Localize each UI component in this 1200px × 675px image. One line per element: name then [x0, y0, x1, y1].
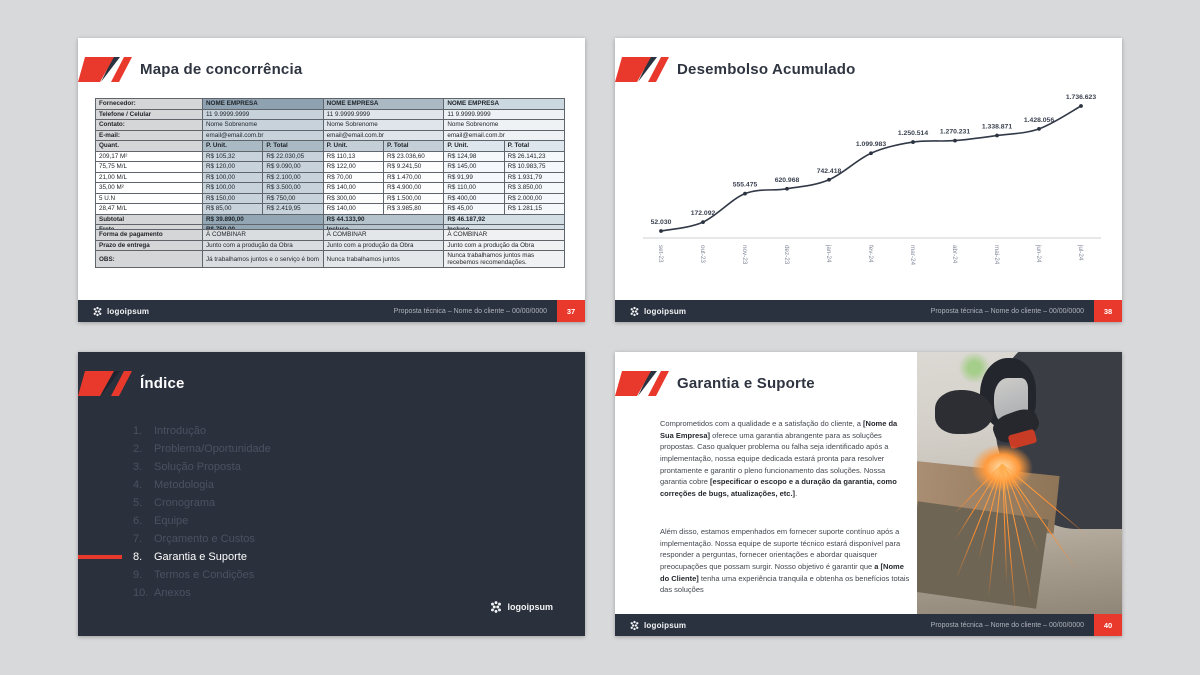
table-cell: R$ 9.090,00: [263, 162, 323, 173]
table-cell: À COMBINAR: [444, 230, 565, 241]
slide-header: [78, 370, 185, 396]
table-cell: R$ 145,00: [444, 162, 504, 173]
table-row: [96, 141, 565, 152]
table-cell: R$ 1.470,00: [383, 172, 443, 183]
table-row: [96, 99, 565, 110]
toc-item-2: [133, 440, 271, 458]
table-cell: NOME EMPRESA: [203, 99, 324, 110]
toc-item-5: [133, 494, 271, 512]
toc-item-number: 2.: [133, 443, 143, 455]
table-cell: 11 9.9999.9999: [323, 109, 444, 120]
toc-item-label: Orçamento e Custos: [154, 533, 255, 545]
toc-item-number: 9.: [133, 569, 143, 581]
svg-text:mar-24: mar-24: [909, 245, 916, 265]
table-cell: R$ 4.900,00: [383, 183, 443, 194]
table-cell: 11 9.9999.9999: [444, 109, 565, 120]
table-cell: R$ 23.036,60: [383, 151, 443, 162]
page-title: Índice: [140, 374, 185, 392]
text-segment: a [Nome do Cliente]: [660, 561, 904, 583]
svg-text:jul-24: jul-24: [1077, 245, 1084, 261]
table-cell: R$ 70,00: [323, 172, 383, 183]
toc-item-number: 6.: [133, 515, 143, 527]
table-cell: R$ 2.000,00: [504, 193, 564, 204]
logo: [92, 306, 149, 317]
toc-item-4: [133, 476, 271, 494]
table-cell: R$ 85,00: [203, 204, 263, 215]
table-cell: R$ 3.850,00: [504, 183, 564, 194]
page-title: Garantia e Suporte: [677, 374, 815, 392]
table-of-contents: [133, 422, 271, 602]
text-segment: [Nome da Sua Empresa]: [660, 419, 898, 440]
toc-item-label: Anexos: [154, 587, 191, 599]
table-cell: R$ 22.030,05: [263, 151, 323, 162]
table-row: [96, 130, 565, 141]
table-cell: 209,17 M²: [96, 151, 203, 162]
table-cell: Contato:: [96, 120, 203, 131]
svg-text:1.250.514: 1.250.514: [897, 130, 929, 138]
table-cell: Nunca trabalhamos juntos mas recebemos recomendações.: [444, 251, 565, 268]
svg-text:620.968: 620.968: [774, 176, 800, 184]
table-cell: email@email.com.br: [203, 130, 324, 141]
slide-desembolso-acumulado[interactable]: [615, 38, 1122, 322]
footer-doc-label: Proposta técnica – Nome do cliente – 00/00/0000: [393, 307, 547, 315]
svg-text:nov-23: nov-23: [741, 245, 748, 265]
active-item-marker: [78, 555, 122, 559]
slide-indice[interactable]: [78, 352, 585, 636]
toc-item-number: 10.: [133, 587, 149, 599]
toc-item-number: 5.: [133, 497, 143, 509]
table-cell: R$ 140,00: [323, 204, 383, 215]
red-chevron-icon: [78, 57, 132, 82]
logoipsum-icon: [489, 600, 503, 614]
logo-text: logoipsum: [507, 602, 553, 612]
terms-table: [95, 229, 565, 268]
toc-item-number: 8.: [133, 551, 143, 563]
page-number-badge: 38: [1094, 300, 1122, 322]
text-segment: oferece uma garantia abrangente para as soluções propostas. Caso qualquer problema ou falha seja identificado após a implementação, nossa equipe dedicada estará pronta para resolver prontamente e garantir o pleno funcionamento das soluções. Nossa garantia cobre: [660, 430, 889, 487]
table-cell: R$ 91,99: [444, 172, 504, 183]
logoipsum-icon: [629, 306, 640, 317]
svg-text:1.736.623: 1.736.623: [1065, 94, 1097, 101]
toc-item-label: Introdução: [154, 425, 206, 437]
svg-text:out-23: out-23: [699, 245, 706, 263]
toc-item-label: Equipe: [154, 515, 189, 527]
svg-text:set-23: set-23: [657, 245, 664, 263]
table-cell: À COMBINAR: [323, 230, 444, 241]
table-cell: Subtotal: [96, 214, 203, 225]
table-cell: Nome Sobrenome: [444, 120, 565, 131]
logo: [629, 306, 686, 317]
table-cell: R$ 120,00: [203, 162, 263, 173]
table-cell: Nome Sobrenome: [203, 120, 324, 131]
toc-item-label: Solução Proposta: [154, 461, 241, 473]
toc-item-number: 7.: [133, 533, 143, 545]
page-number-badge: 37: [557, 300, 585, 322]
table-row: [96, 230, 565, 241]
table-cell: NOME EMPRESA: [444, 99, 565, 110]
table-cell: R$ 44.133,90: [323, 214, 444, 225]
table-cell: E-mail:: [96, 130, 203, 141]
text-segment: .: [795, 488, 798, 498]
table-cell: Nome Sobrenome: [323, 120, 444, 131]
toc-item-10: [133, 584, 271, 602]
table-cell: R$ 2.419,95: [263, 204, 323, 215]
table-cell: R$ 1.281,15: [504, 204, 564, 215]
page-number-badge: 40: [1094, 614, 1122, 636]
slide-footer: [78, 300, 585, 322]
table-row: [96, 214, 565, 225]
table-cell: R$ 750,00: [263, 193, 323, 204]
table-cell: R$ 45,00: [444, 204, 504, 215]
slide-footer: [615, 300, 1122, 322]
logo-text: logoipsum: [644, 306, 687, 316]
table-cell: R$ 1.931,79: [504, 172, 564, 183]
table-cell: Junto com a produção da Obra: [444, 240, 565, 251]
svg-text:1.428.056: 1.428.056: [1023, 116, 1055, 124]
logoipsum-icon: [629, 620, 640, 631]
svg-text:jan-24: jan-24: [825, 245, 832, 263]
table-cell: email@email.com.br: [444, 130, 565, 141]
table-cell: 5 U.N: [96, 193, 203, 204]
toc-item-8: [133, 548, 271, 566]
table-cell: email@email.com.br: [323, 130, 444, 141]
svg-text:mai-24: mai-24: [993, 245, 1000, 265]
table-cell: 21,00 M/L: [96, 172, 203, 183]
table-cell: P. Unit.: [444, 141, 504, 152]
text-segment: Além disso, estamos empenhados em fornecer suporte contínuo após a implementação. Nossa equipe de suporte técnico estará disponível para responder a perguntas, fornecer orientações e abordar quaisquer preocupações que possam surgir. Nosso objetivo é garantir que: [660, 527, 901, 571]
toc-item-label: Metodologia: [154, 479, 214, 491]
toc-item-number: 3.: [133, 461, 143, 473]
table-cell: R$ 2.100,00: [263, 172, 323, 183]
table-cell: R$ 46.187,92: [444, 214, 565, 225]
table-row: [96, 183, 565, 194]
slide-mapa-de-concorrencia[interactable]: [78, 38, 585, 322]
table-row: [96, 204, 565, 215]
text-segment: [especificar o escopo e a duração da garantia, como correções de bugs, atualizações, etc.]: [660, 477, 897, 498]
table-cell: R$ 26.141,23: [504, 151, 564, 162]
table-cell: P. Unit.: [323, 141, 383, 152]
toc-item-3: [133, 458, 271, 476]
footer-doc-label: Proposta técnica – Nome do cliente – 00/00/0000: [930, 621, 1084, 629]
svg-text:1.338.871: 1.338.871: [981, 123, 1013, 131]
table-row: [96, 151, 565, 162]
page-title: Mapa de concorrência: [140, 60, 303, 78]
table-cell: R$ 3.985,80: [383, 204, 443, 215]
table-row: [96, 240, 565, 251]
table-cell: R$ 110,13: [323, 151, 383, 162]
table-cell: R$ 105,32: [203, 151, 263, 162]
svg-text:52.030: 52.030: [650, 219, 672, 226]
logo: [629, 620, 686, 631]
table-cell: P. Unit.: [203, 141, 263, 152]
photo-detail: [935, 390, 993, 434]
slide-header: [615, 370, 815, 396]
table-row: [96, 109, 565, 120]
table-cell: P. Total: [263, 141, 323, 152]
table-cell: 11 9.9999.9999: [203, 109, 324, 120]
table-cell: NOME EMPRESA: [323, 99, 444, 110]
table-cell: R$ 39.890,00: [203, 214, 324, 225]
toc-item-number: 4.: [133, 479, 143, 491]
table-cell: R$ 140,00: [323, 183, 383, 194]
table-cell: Telefone / Celular: [96, 109, 203, 120]
table-cell: Fornecedor:: [96, 99, 203, 110]
page-title: Desembolso Acumulado: [677, 60, 856, 78]
svg-text:1.270.231: 1.270.231: [939, 128, 971, 136]
toc-item-label: Garantia e Suporte: [154, 551, 247, 563]
table-cell: 35,00 M²: [96, 183, 203, 194]
table-cell: 75,75 M/L: [96, 162, 203, 173]
toc-item-1: [133, 422, 271, 440]
svg-text:555.475: 555.475: [732, 181, 758, 189]
logoipsum-icon: [92, 306, 103, 317]
footer-doc-label: Proposta técnica – Nome do cliente – 00/00/0000: [930, 307, 1084, 315]
table-cell: R$ 9.241,50: [383, 162, 443, 173]
table-cell: R$ 100,00: [203, 183, 263, 194]
svg-text:dez-23: dez-23: [783, 245, 790, 265]
body-paragraph: [660, 526, 910, 596]
red-chevron-icon: [615, 371, 669, 396]
table-cell: 28,47 M/L: [96, 204, 203, 215]
slide-header: [78, 56, 302, 82]
table-cell: Quant.: [96, 141, 203, 152]
table-cell: Junto com a produção da Obra: [323, 240, 444, 251]
table-row: [96, 193, 565, 204]
table-cell: P. Total: [504, 141, 564, 152]
table-cell: Nunca trabalhamos juntos: [323, 251, 444, 268]
table-row: [96, 251, 565, 268]
table-cell: À COMBINAR: [203, 230, 324, 241]
svg-text:abr-24: abr-24: [951, 245, 958, 264]
table-row: [96, 162, 565, 173]
table-cell: Forma de pagamento: [96, 230, 203, 241]
table-cell: R$ 400,00: [444, 193, 504, 204]
toc-item-number: 1.: [133, 425, 143, 437]
toc-item-label: Termos e Condições: [154, 569, 255, 581]
toc-item-label: Cronograma: [154, 497, 216, 509]
table-cell: Prazo de entrega: [96, 240, 203, 251]
svg-text:742.418: 742.418: [816, 167, 842, 175]
table-row: [96, 172, 565, 183]
table-row: [96, 120, 565, 131]
text-segment: tenha uma experiência tranquila e obtenha os benefícios totais das soluções: [660, 573, 910, 595]
table-cell: R$ 150,00: [203, 193, 263, 204]
table-cell: P. Total: [383, 141, 443, 152]
supplier-info-table: [95, 98, 565, 141]
table-cell: R$ 1.500,00: [383, 193, 443, 204]
table-cell: R$ 122,00: [323, 162, 383, 173]
table-cell: R$ 100,00: [203, 172, 263, 183]
table-cell: OBS:: [96, 251, 203, 268]
text-segment: Comprometidos com a qualidade e a satisfação do cliente, a: [660, 419, 864, 428]
slide-footer: [615, 614, 1122, 636]
worker-grinding-photo: [917, 352, 1122, 614]
toc-item-label: Problema/Oportunidade: [154, 443, 271, 455]
table-cell: Já trabalhamos juntos e o serviço é bom: [203, 251, 324, 268]
table-cell: R$ 124,98: [444, 151, 504, 162]
table-cell: R$ 300,00: [323, 193, 383, 204]
table-cell: R$ 10.983,75: [504, 162, 564, 173]
toc-item-6: [133, 512, 271, 530]
red-chevron-icon: [78, 371, 132, 396]
cumulative-disbursement-line-chart: [631, 78, 1107, 288]
table-cell: R$ 110,00: [444, 183, 504, 194]
body-paragraph: [660, 418, 910, 499]
svg-text:1.099.983: 1.099.983: [855, 141, 887, 149]
table-cell: Junto com a produção da Obra: [203, 240, 324, 251]
svg-text:172.092: 172.092: [690, 210, 716, 218]
slide-garantia-e-suporte[interactable]: [615, 352, 1122, 636]
logo-text: logoipsum: [107, 306, 150, 316]
toc-item-7: [133, 530, 271, 548]
svg-text:fev-24: fev-24: [867, 245, 874, 263]
svg-text:jun-24: jun-24: [1035, 245, 1042, 263]
toc-item-9: [133, 566, 271, 584]
logo-text: logoipsum: [644, 620, 687, 630]
table-cell: R$ 3.500,00: [263, 183, 323, 194]
logo: [489, 600, 554, 614]
